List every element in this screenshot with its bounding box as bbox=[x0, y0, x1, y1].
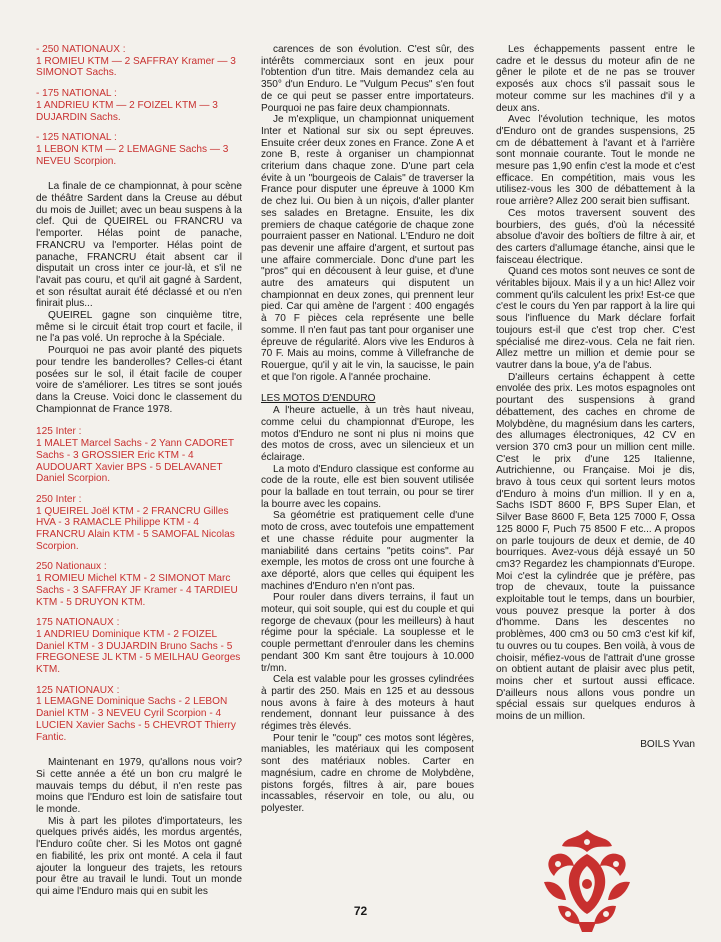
result-block bbox=[36, 685, 242, 744]
result-block bbox=[36, 494, 242, 553]
paragraph: Pour rouler dans divers terrains, il faut un moteur, qui soit souple, qui est du couple et qui regorge de chevaux (pour les meilleurs) à haut régime pour la spéciale. La souplesse et le couple permettant d'enrouler dans les chemins pendant 300 Km sant être toujours à 10.000 tr/mn. bbox=[261, 592, 474, 674]
result-block bbox=[36, 88, 242, 123]
paragraph: Pourquoi ne pas avoir planté des piquets pour tendre les banderolles? Celles-ci étant posées sur le sol, il était facile de couper voire de s'améliorer. Les titres se sont joués dans la Creuse. Voici donc le classement du Championnat de France 1978. bbox=[36, 345, 242, 415]
result-category: 125 NATIONAUX : bbox=[36, 684, 120, 696]
paragraph: Les échappements passent entre le cadre et le dessus du moteur afin de ne gêner le pilote et de ne pas se trouver exposés aux chocs s'il passait sous le moteur comme sur les machines d'il y a deux ans. bbox=[496, 44, 695, 114]
page-number: 72 bbox=[353, 904, 368, 918]
column-3-body bbox=[496, 44, 695, 723]
result-category: 175 NATIONAUX : bbox=[36, 617, 120, 629]
column-3 bbox=[496, 44, 695, 750]
result-block bbox=[36, 132, 242, 167]
result-ranking: 1 LEMAGNE Dominique Sachs - 2 LEBON Daniel KTM - 3 NEVEU Cyril Scorpion - 4 LUCIEN Xavier Sachs - 5 CHEVROT Thierry Fantic. bbox=[36, 696, 236, 743]
championship-standings bbox=[36, 426, 242, 743]
result-block bbox=[36, 617, 242, 676]
author-signature: BOILS Yvan bbox=[640, 738, 695, 750]
paragraph: Sa géométrie est pratiquement celle d'une moto de cross, avec toutefois une empattement et une chasse réduite pour augmenter la maniabilité dans certains "petits coins". Par exemple, les motos de cross ont une fourche à axe déporté, alors que celles qui équipent les machines d'Enduro n'en n'ont pas. bbox=[261, 510, 474, 592]
result-category: 250 Nationaux : bbox=[36, 561, 107, 573]
paragraph: Ces motos traversent souvent des bourbiers, des gués, d'où la nécessité absolue d'avoir des boîtiers de filtre à air, et des carters d'allumage étanche, ainsi que le faisceau électrique. bbox=[496, 207, 695, 266]
paragraph: Maintenant en 1979, qu'allons nous voir? Si cette année a été un bon cru malgré le mauvais temps du début, il n'en reste pas moins que l'Enduro est loin de satisfaire tout le monde. bbox=[36, 757, 242, 816]
column-1-body-end bbox=[36, 757, 242, 897]
paragraph: carences de son évolution. C'est sûr, des intérêts commerciaux sont en jeux pour l'obtention d'un titre. Mais demandez cela au 350° d'un Enduro. Le "Vulgum Pecus" s'en fout de ce qui peut se passer entre importateurs. Pourquoi ne pas faire deux championnats. bbox=[261, 44, 474, 114]
result-ranking: 1 ROMIEU Michel KTM - 2 SIMONOT Marc Sachs - 3 SAFFRAY JF Kramer - 4 TARDIEU KTM - 5 DRUYON KTM. bbox=[36, 573, 238, 608]
result-ranking: 1 MALET Marcel Sachs - 2 Yann CADORET Sachs - 3 GROSSIER Eric KTM - 4 AUDOUART Xavier BPS - 5 DELAVANET Daniel Scorpion. bbox=[36, 438, 234, 485]
result-ranking: 1 QUEIREL Joël KTM - 2 FRANCRU Gilles HVA - 3 RAMACLE Philippe KTM - 4 FRANCRU Alain KTM - 5 SAMOFAL Nicolas Scorpion. bbox=[36, 505, 235, 552]
column-2-body bbox=[261, 44, 474, 383]
paragraph: Cela est valable pour les grosses cylindrées à partir des 250. Mais en 125 et au dessous nous avons à faire à des moteurs à haut rendement, donnant leur puissance à des régimes très élevés. bbox=[261, 674, 474, 733]
paragraph: A l'heure actuelle, à un très haut niveau, comme celui du championnat d'Europe, les motos d'Enduro ne sont ni plus ni moins que des motos de cross, avec un silencieux et un éclairage. bbox=[261, 405, 474, 463]
column-1 bbox=[36, 44, 242, 898]
paragraph: La finale de ce championnat, à pour scène de théâtre Sardent dans la Creuse au début du mois de Juillet; avec un beau suspens à la clef. Qui de QUEIREL ou FRANCRU va l'emporter. Hélas point de panache, FRANCRU va l'emporter. Hélas point de panache, FRANCRU était absent car il disputait un cross inter ce jour-là, et s'il ne l'avait pas couru, et qu'il ait gagné à Sardent, et son résultat aurait été déclassé et ou n'en finirait plus... bbox=[36, 181, 242, 310]
result-ranking: 1 ANDRIEU KTM — 2 FOIZEL KTM — 3 DUJARDIN Sachs. bbox=[36, 99, 218, 123]
section-heading: LES MOTOS D'ENDURO bbox=[261, 393, 376, 405]
paragraph: QUEIREL gagne son cinquième titre, même si le circuit était trop court et facile, il ne l'a pas volé. Un reproche à la Spéciale. bbox=[36, 310, 242, 345]
result-block bbox=[36, 44, 242, 79]
column-2 bbox=[261, 44, 474, 815]
result-block bbox=[36, 426, 242, 485]
result-category: - 125 NATIONAL : bbox=[36, 132, 117, 144]
result-ranking: 1 LEBON KTM — 2 LEMAGNE Sachs — 3 NEVEU Scorpion. bbox=[36, 143, 229, 167]
paragraph: La moto d'Enduro classique est conforme au code de la route, elle est bien souvent utilisée pour la ballade en tout terrain, ou pour se tirer la bourre avec les copains. bbox=[261, 463, 474, 510]
results-list-top bbox=[36, 44, 242, 167]
result-ranking: 1 ANDRIEU Dominique KTM - 2 FOIZEL Daniel KTM - 3 DUJARDIN Bruno Sachs - 5 FREGONESE JL KTM - 5 MEILHAU Georges KTM. bbox=[36, 628, 241, 676]
column-2-section-body bbox=[261, 405, 474, 815]
result-ranking: 1 ROMIEU KTM — 2 SAFFRAY Kramer — 3 SIMONOT Sachs. bbox=[36, 55, 236, 79]
paragraph: Quand ces motos sont neuves ce sont de véritables bijoux. Mais il y a un hic! Allez voir comment qu'ils calculent les prix! Est-ce que c'est le cours du Yen par rapport à la lire qui sous l'influence du Mark déclare forfait toujours est-il que c'est trop cher. C'est spécialisé me direz-vous. Cela ne fait rien. Allez mettre un million et demie pour se vautrer dans la boue, y'a de l'abus. bbox=[496, 266, 695, 371]
paragraph: Avec l'évolution technique, les motos d'Enduro ont de grandes suspensions, 25 cm de débattement à l'avant et à l'arrière sont monnaie courante. Tout le monde ne mesure pas 1,90 enfin c'est la mode et c'est efficace. En compétition, mais vous les utilisez-vous les 300 de débattement à la roue arrière? Allez 200 serait bien suffisant. bbox=[496, 114, 695, 208]
paragraph: Je m'explique, un championnat uniquement Inter et National sur six ou sept épreuves. Ensuite créer deux zones en France. Zone A et zone B, reste à organiser un championnat criterium dans chaque zone. D'une part cela évite à un "bourgeois de Calais" de traverser la France pour disputer une épreuve à 1000 Km de chez lui. Ou bien à un niçois, d'aller planter ses salades en Bretagne. Ensuite, les dix premiers de chaque catégorie de chaque zone pourraient passer en National. L'Enduro ne doit pas devenir une affaire d'argent, et surtout pas une affaire commerciale. Donc d'une part les "pros" qui en décousent à leur guise, et d'une autre des amateurs qui disputent un championnat en deux zones, qui prennent leur pied. Car qui amène de l'argent : 400 engagés à 70 F pièces cela représente une belle somme. Il n'en faut pas tant pour organiser une épreuve de régularité. Alors vive les Enduros à 70 F. Mais au moins, comme à Villefranche de Rouergue, qu'il y ait le vin, la saucisse, le pain et que l'on rigole. A l'année prochaine. bbox=[261, 114, 474, 383]
result-category: - 175 NATIONAL : bbox=[36, 88, 117, 100]
result-block bbox=[36, 561, 242, 608]
paragraph: Pour tenir le "coup" ces motos sont légères, maniables, les matériaux qui les composent sont des matériaux nobles. Carter en magnésium, cadre en chrome de Molybdène, pistons forgés, filtres à air, pare boues incassables, réservoir en tole, ou alu, ou polyester. bbox=[261, 732, 474, 814]
result-category: 125 Inter : bbox=[36, 426, 82, 438]
result-category: - 250 NATIONAUX : bbox=[36, 44, 126, 55]
paragraph: Mis à part les pilotes d'importateurs, les quelques privés aidés, les mordus argentés, l'Enduro coûte cher. Si les Motos ont gagné en fiabilité, les prix ont monté. A cela il faut ajouter la longueur des trajets, les retours pour être au travail le lundi. Tout un monde qui aime l'Enduro mais qui en subit les bbox=[36, 815, 242, 897]
column-1-body bbox=[36, 181, 242, 415]
paragraph: D'ailleurs certains échappent à cette envolée des prix. Les motos espagnoles ont pourtant des suspensions à grand débattement, des caches en chrome de Molybdène, du magnésium dans les carters, des allumages électroniques, 42 CV en version 370 cm3 pour un million cent mille. C'est le prix d'une 125 Italienne, Autrichienne, ou Française. Moi je dis, bravo à tous ceux qui sortent leurs motos d'Enduro à moins d'un million. Il y en a, Sachs ISDT 8600 F, BPS Super Elan, et Silver Base 8600 F, Beta 125 7000 F, Ossa 125 8000 F, Puch 75 8500 F etc... A propos on parle toujours de deux et demie, de 40 bourriques. Avez-vous déjà essayé un 50 cm3? Regardez les championnats d'Europe. Moi c'est la cylindrée que je préfère, pas trop de chevaux, toute la puissance exploitable tout le temps, dans un bourbier, vous pouvez presque la porter à dos d'homme. Dans les descentes no problèmes, 400 cm3 ou 50 cm3 c'est kif kif, tu ouvres ou tu coupes. Ben voilà, à vous de choisir, méfiez-vous de l'attrait d'une grosse on obtient autant de plaisir avec plus petit, moins cher et surtout aussi efficace. D'ailleurs nous allons vous pondre un spécial essais sur quelques enduros à moins de un million. bbox=[496, 371, 695, 723]
result-category: 250 Inter : bbox=[36, 493, 82, 505]
